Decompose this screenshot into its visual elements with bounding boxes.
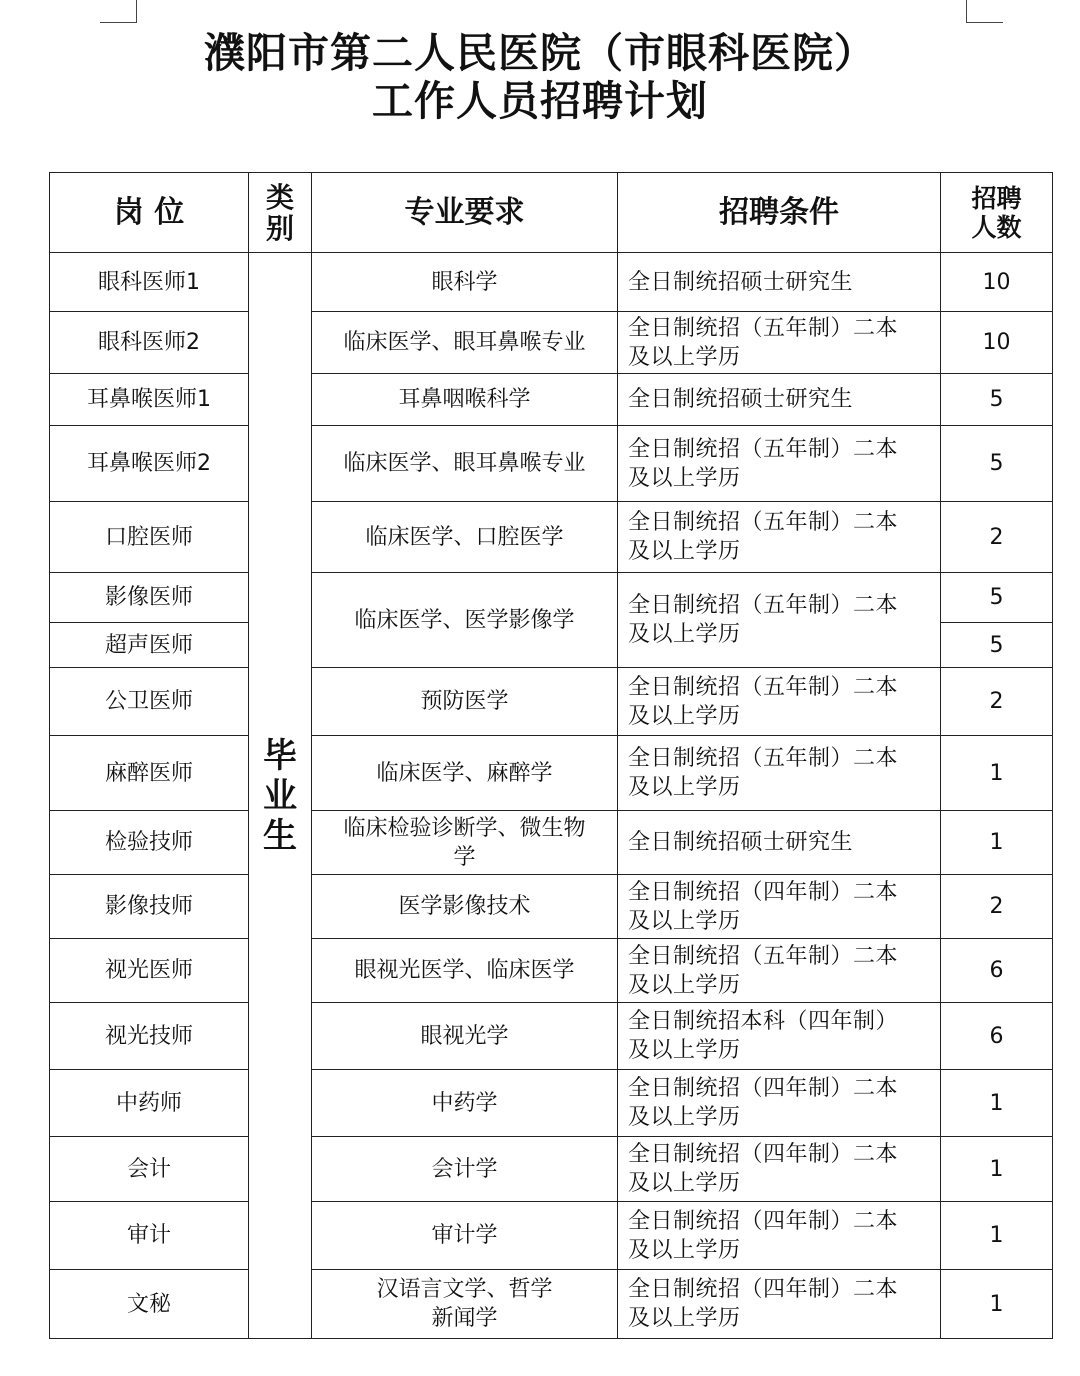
position-cell: 眼科医师2 (50, 312, 249, 374)
conditions-line1: 全日制统招（五年制）二本 (628, 674, 899, 700)
conditions-cell: 全日制统招硕士研究生 (618, 374, 941, 426)
count-cell: 10 (941, 312, 1053, 374)
header-category (249, 173, 312, 253)
conditions-line2: 及以上学历 (628, 539, 741, 564)
major-cell: 审计学 (312, 1202, 618, 1270)
recruitment-table (49, 172, 1053, 1339)
count-cell: 1 (941, 1070, 1053, 1137)
crop-mark-right (966, 0, 1003, 23)
major-cell: 耳鼻咽喉科学 (312, 374, 618, 426)
conditions-cell (618, 1070, 941, 1137)
conditions-cell: 全日制统招硕士研究生 (618, 811, 941, 875)
position-cell: 耳鼻喉医师1 (50, 374, 249, 426)
major-cell: 医学影像技术 (312, 875, 618, 939)
conditions-line1: 全日制统招（五年制）二本 (628, 746, 899, 771)
conditions-line1: 全日制统招（五年制）二本 (628, 315, 899, 341)
count-cell: 1 (941, 1137, 1053, 1202)
count-cell: 5 (941, 426, 1053, 502)
count-cell: 2 (941, 668, 1053, 736)
major-cell (312, 1270, 618, 1339)
page-title-line1: 濮阳市第二人民医院（市眼科医院） (204, 29, 876, 77)
count-cell: 2 (941, 502, 1053, 573)
count-cell: 5 (941, 623, 1053, 668)
header-conditions: 招聘条件 (618, 173, 941, 253)
count-cell: 5 (941, 374, 1053, 426)
category-char-2: 业 (263, 775, 297, 816)
conditions-line2: 及以上学历 (628, 1105, 741, 1130)
conditions-line2: 及以上学历 (628, 972, 741, 998)
major-cell: 临床医学、麻醉学 (312, 736, 618, 811)
conditions-cell (618, 426, 941, 502)
table-row (50, 1070, 1053, 1137)
conditions-line2: 及以上学历 (628, 775, 741, 800)
conditions-cell (618, 939, 941, 1003)
conditions-cell (618, 1137, 941, 1202)
category-char-1: 毕 (263, 735, 297, 776)
page-title-line2: 工作人员招聘计划 (372, 77, 708, 125)
major-cell: 眼视光学 (312, 1003, 618, 1070)
count-cell: 1 (941, 1270, 1053, 1339)
conditions-line2: 及以上学历 (628, 1171, 741, 1196)
header-count (941, 173, 1053, 253)
header-count-line1: 招聘 (971, 183, 1022, 213)
count-cell: 1 (941, 1202, 1053, 1270)
conditions-line1: 全日制统招（五年制）二本 (628, 593, 899, 618)
category-cell (249, 253, 312, 1339)
table-row (50, 1270, 1053, 1339)
conditions-line1: 全日制统招（四年制）二本 (628, 879, 899, 905)
major-cell (312, 811, 618, 875)
major-cell: 临床医学、眼耳鼻喉专业 (312, 426, 618, 502)
conditions-cell (618, 1202, 941, 1270)
position-cell: 影像技师 (50, 875, 249, 939)
count-cell: 1 (941, 811, 1053, 875)
conditions-line1: 全日制统招（五年制）二本 (628, 510, 899, 535)
position-cell: 麻醉医师 (50, 736, 249, 811)
conditions-line2: 及以上学历 (628, 465, 741, 491)
conditions-line2: 及以上学历 (628, 344, 741, 370)
position-cell: 公卫医师 (50, 668, 249, 736)
conditions-cell (618, 668, 941, 736)
position-cell: 审计 (50, 1202, 249, 1270)
header-count-line2: 人数 (971, 212, 1022, 242)
conditions-cell (618, 573, 941, 668)
conditions-cell (618, 875, 941, 939)
table-row (50, 502, 1053, 573)
count-cell: 2 (941, 875, 1053, 939)
position-cell: 眼科医师1 (50, 253, 249, 312)
position-cell: 检验技师 (50, 811, 249, 875)
conditions-cell (618, 502, 941, 573)
count-cell: 6 (941, 1003, 1053, 1070)
table-row (50, 573, 1053, 623)
conditions-line1: 全日制统招（四年制）二本 (628, 1208, 899, 1234)
major-cell: 眼科学 (312, 253, 618, 312)
major-cell: 临床医学、眼耳鼻喉专业 (312, 312, 618, 374)
conditions-line2: 及以上学历 (628, 1237, 741, 1263)
header-category-line1: 类 (265, 180, 294, 214)
position-cell: 影像医师 (50, 573, 249, 623)
major-line1: 临床检验诊断学、微生物 (343, 815, 586, 841)
position-cell: 视光技师 (50, 1003, 249, 1070)
table-row (50, 736, 1053, 811)
count-cell: 6 (941, 939, 1053, 1003)
table-row (50, 1202, 1053, 1270)
table-row (50, 1003, 1053, 1070)
count-cell: 10 (941, 253, 1053, 312)
conditions-line1: 全日制统招（五年制）二本 (628, 436, 899, 462)
table-row (50, 253, 1053, 312)
major-cell: 预防医学 (312, 668, 618, 736)
major-line1: 汉语言文学、哲学 (376, 1277, 553, 1302)
category-char-3: 生 (263, 815, 297, 856)
conditions-cell (618, 312, 941, 374)
conditions-cell (618, 736, 941, 811)
conditions-line1: 全日制统招（五年制）二本 (628, 943, 899, 969)
table-row (50, 939, 1053, 1003)
conditions-line2: 及以上学历 (628, 703, 741, 729)
conditions-line2: 及以上学历 (628, 622, 741, 647)
conditions-line1: 全日制统招（四年制）二本 (628, 1076, 899, 1101)
conditions-line1: 全日制统招本科（四年制） (628, 1009, 899, 1034)
conditions-cell: 全日制统招硕士研究生 (618, 253, 941, 312)
table-row (50, 374, 1053, 426)
major-cell: 中药学 (312, 1070, 618, 1137)
header-major: 专业要求 (312, 173, 618, 253)
position-cell: 口腔医师 (50, 502, 249, 573)
conditions-line2: 及以上学历 (628, 1038, 741, 1063)
header-category-line2: 别 (265, 211, 294, 245)
conditions-cell (618, 1003, 941, 1070)
position-cell: 文秘 (50, 1270, 249, 1339)
position-cell: 中药师 (50, 1070, 249, 1137)
position-cell: 耳鼻喉医师2 (50, 426, 249, 502)
major-cell: 临床医学、医学影像学 (312, 573, 618, 668)
table-row (50, 668, 1053, 736)
count-cell: 1 (941, 736, 1053, 811)
conditions-line2: 及以上学历 (628, 908, 741, 934)
table-row (50, 426, 1053, 502)
count-cell: 5 (941, 573, 1053, 623)
conditions-line1: 全日制统招（四年制）二本 (628, 1142, 899, 1167)
position-cell: 会计 (50, 1137, 249, 1202)
table-row (50, 1137, 1053, 1202)
table-row (50, 811, 1053, 875)
table-header-row (50, 173, 1053, 253)
crop-mark-left (100, 0, 137, 23)
major-cell: 眼视光医学、临床医学 (312, 939, 618, 1003)
major-cell: 会计学 (312, 1137, 618, 1202)
conditions-cell (618, 1270, 941, 1339)
header-position: 岗 位 (50, 173, 249, 253)
table-row (50, 875, 1053, 939)
position-cell: 视光医师 (50, 939, 249, 1003)
major-line2: 新闻学 (431, 1306, 498, 1331)
conditions-line1: 全日制统招（四年制）二本 (628, 1277, 899, 1302)
position-cell: 超声医师 (50, 623, 249, 668)
major-line2: 学 (453, 844, 476, 870)
table-row (50, 312, 1053, 374)
conditions-line2: 及以上学历 (628, 1306, 741, 1331)
major-cell: 临床医学、口腔医学 (312, 502, 618, 573)
